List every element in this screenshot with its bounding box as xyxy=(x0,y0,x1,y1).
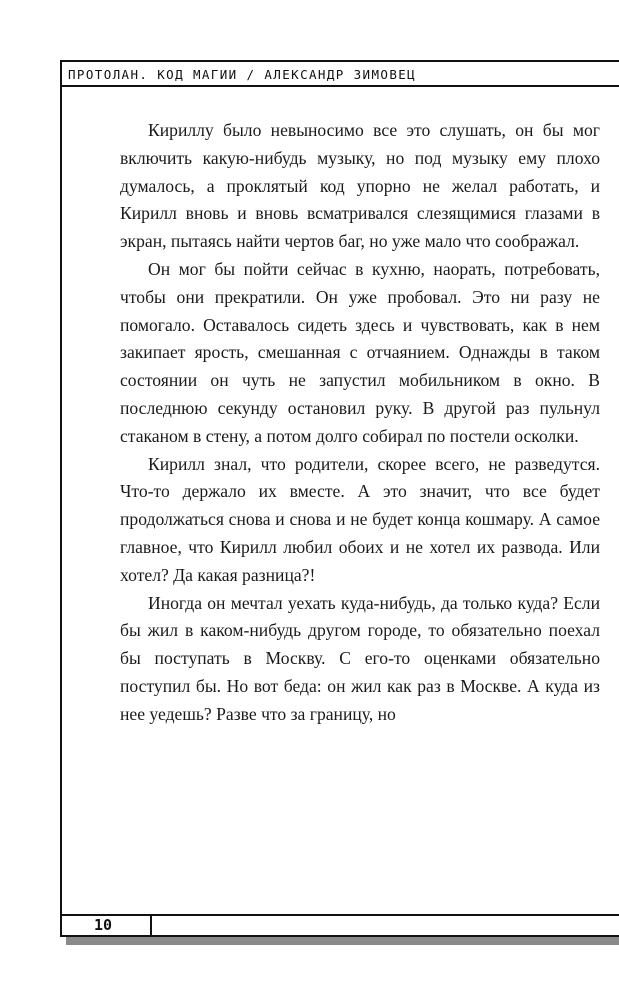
running-header: ПРОТОЛАН. КОД МАГИИ / АЛЕКСАНДР ЗИМОВЕЦ xyxy=(62,62,619,87)
paragraph: Он мог бы пойти сейчас в кухню, наорать, потребовать, чтобы они прекратили. Он уже пробовал. Это ни разу не помогало. Оставалось сидеть здесь и чувствовать, как в нем закипает ярость, смешанная с отчаянием. Однажды в таком состоянии он чуть не запустил мобильником в окно. В последнюю секунду остановил руку. В другой раз пульнул стаканом в стену, а потом долго собирал по постели осколки. xyxy=(120,258,600,446)
book-page xyxy=(60,60,619,937)
paragraph: Иногда он мечтал уехать куда-нибудь, да только куда? Если бы жил в каком-нибудь другом городе, то обязательно поехал бы поступать в Москву. С его-то оценками обязательно поступил бы. Но вот беда: он жил как раз в Москве. А куда из нее уедешь? Разве что за границу, но xyxy=(120,592,600,724)
page-number: 10 xyxy=(62,914,152,937)
paragraph: Кирилл знал, что родители, скорее всего, не разведутся. Что-то держало их вместе. А это значит, что все будет продолжаться снова и снова и не будет конца кошмару. А самое главное, что Кирилл любил обоих и не хотел их развода. Или хотел? Да какая разница?! xyxy=(120,453,600,585)
body-text xyxy=(120,117,600,729)
paragraph: Кириллу было невыносимо все это слушать, он бы мог включить какую-нибудь музыку, но под музыку ему плохо думалось, а проклятый код упорно не желал работать, и Кирилл вновь и вновь всматривался слезящимися глазами в экран, пытаясь найти чертов баг, но уже мало что соображал. xyxy=(120,120,600,252)
